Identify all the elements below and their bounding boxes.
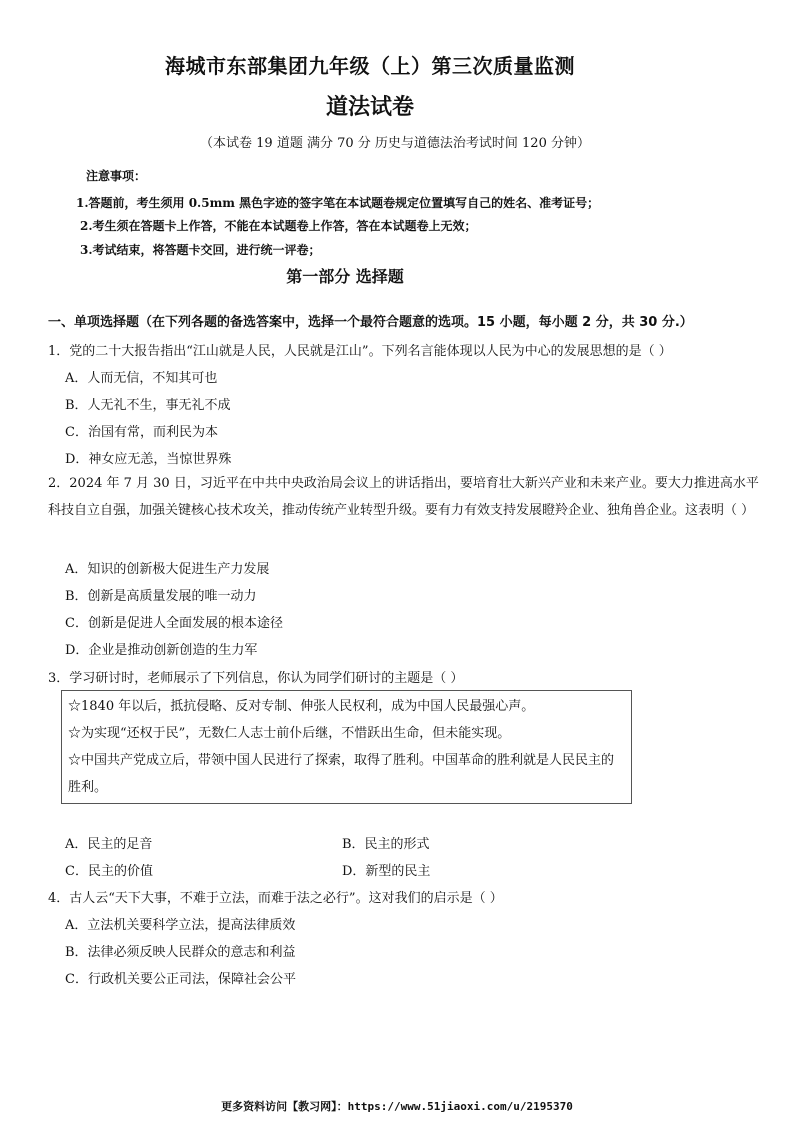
- question-3-info-box: [61, 690, 632, 804]
- notice-title: 注意事项：: [86, 169, 147, 183]
- question-1-option-d: D．神女应无恙，当惊世界殊: [65, 452, 232, 467]
- question-3-option-a: A．民主的足音: [65, 837, 153, 852]
- notice-item: 1.答题前，考生须用 0.5mm 黑色字迹的签字笔在本试题卷规定位置填写自己的姓名、准考证号；: [76, 196, 600, 210]
- question-4-stem: 4．古人云“天下大事，不难于立法，而难于法之必行”。这对我们的启示是（ ）: [48, 891, 503, 906]
- question-1-option-a: A．人而无信，不知其可也: [65, 371, 218, 386]
- section-title: 一、单项选择题（在下列各题的备选答案中，选择一个最符合题意的选项。15 小题，每小题 2 分，共 30 分.）: [48, 315, 693, 330]
- question-1-option-b: B．人无礼不生，事无礼不成: [65, 398, 231, 413]
- exam-info: （本试卷 19 道题 满分 70 分 历史与道德法治考试时间 120 分钟）: [200, 136, 590, 151]
- question-4-option-a: A．立法机关要科学立法，提高法律质效: [65, 918, 296, 933]
- question-2-option-d: D．企业是推动创新创造的生力军: [65, 643, 258, 658]
- info-box-line: ☆1840 年以后，抵抗侵略、反对专制、伸张人民权利，成为中国人民最强心声。: [68, 699, 535, 714]
- question-1-option-c: C．治国有常，而利民为本: [65, 425, 218, 440]
- question-3-option-b: B．民主的形式: [342, 837, 430, 852]
- exam-subject-title: 道法试卷: [325, 95, 414, 120]
- question-2-stem: 2．2024 年 7 月 30 日，习近平在中共中央政治局会议上的讲话指出，要培育壮大新兴产业和未来产业。要大力推进高水平科技自立自强，加强关键核心技术攻关，推动传统产业转型升级。要有力有效支持发展瞪羚企业、独角兽企业。这表明（ ）: [48, 476, 759, 518]
- question-4-option-c: C．行政机关要公正司法，保障社会公平: [65, 972, 296, 987]
- info-box-line: ☆中国共产党成立后，带领中国人民进行了探索，取得了胜利。中国革命的胜利就是人民民主的胜利。: [68, 753, 615, 795]
- question-2-option-a: A．知识的创新极大促进生产力发展: [65, 562, 270, 577]
- question-2-option-b: B．创新是高质量发展的唯一动力: [65, 589, 257, 604]
- notice-item: 2.考生须在答题卡上作答，不能在本试题卷上作答，答在本试题卷上无效；: [80, 219, 477, 233]
- question-1-stem: 1．党的二十大报告指出“江山就是人民，人民就是江山”。下列名言能体现以人民为中心的发展思想的是（ ）: [48, 344, 672, 359]
- question-3-option-c: C．民主的价值: [65, 864, 153, 879]
- question-2-option-c: C．创新是促进人全面发展的根本途径: [65, 616, 283, 631]
- question-3-option-d: D．新型的民主: [342, 864, 431, 879]
- info-box-line: ☆为实现“还权于民”，无数仁人志士前仆后继，不惜跃出生命，但未能实现。: [68, 726, 511, 741]
- part-title: 第一部分 选择题: [286, 267, 404, 286]
- question-3-stem: 3．学习研讨时，老师展示了下列信息，你认为同学们研讨的主题是（ ）: [48, 671, 464, 686]
- exam-title: 海城市东部集团九年级（上）第三次质量监测: [165, 54, 575, 78]
- footer-link[interactable]: 更多资料访问【教习网】：https://www.51jiaoxi.com/u/2195370: [221, 1100, 573, 1113]
- notice-item: 3.考试结束，将答题卡交回，进行统一评卷；: [80, 243, 321, 257]
- question-4-option-b: B．法律必须反映人民群众的意志和利益: [65, 945, 296, 960]
